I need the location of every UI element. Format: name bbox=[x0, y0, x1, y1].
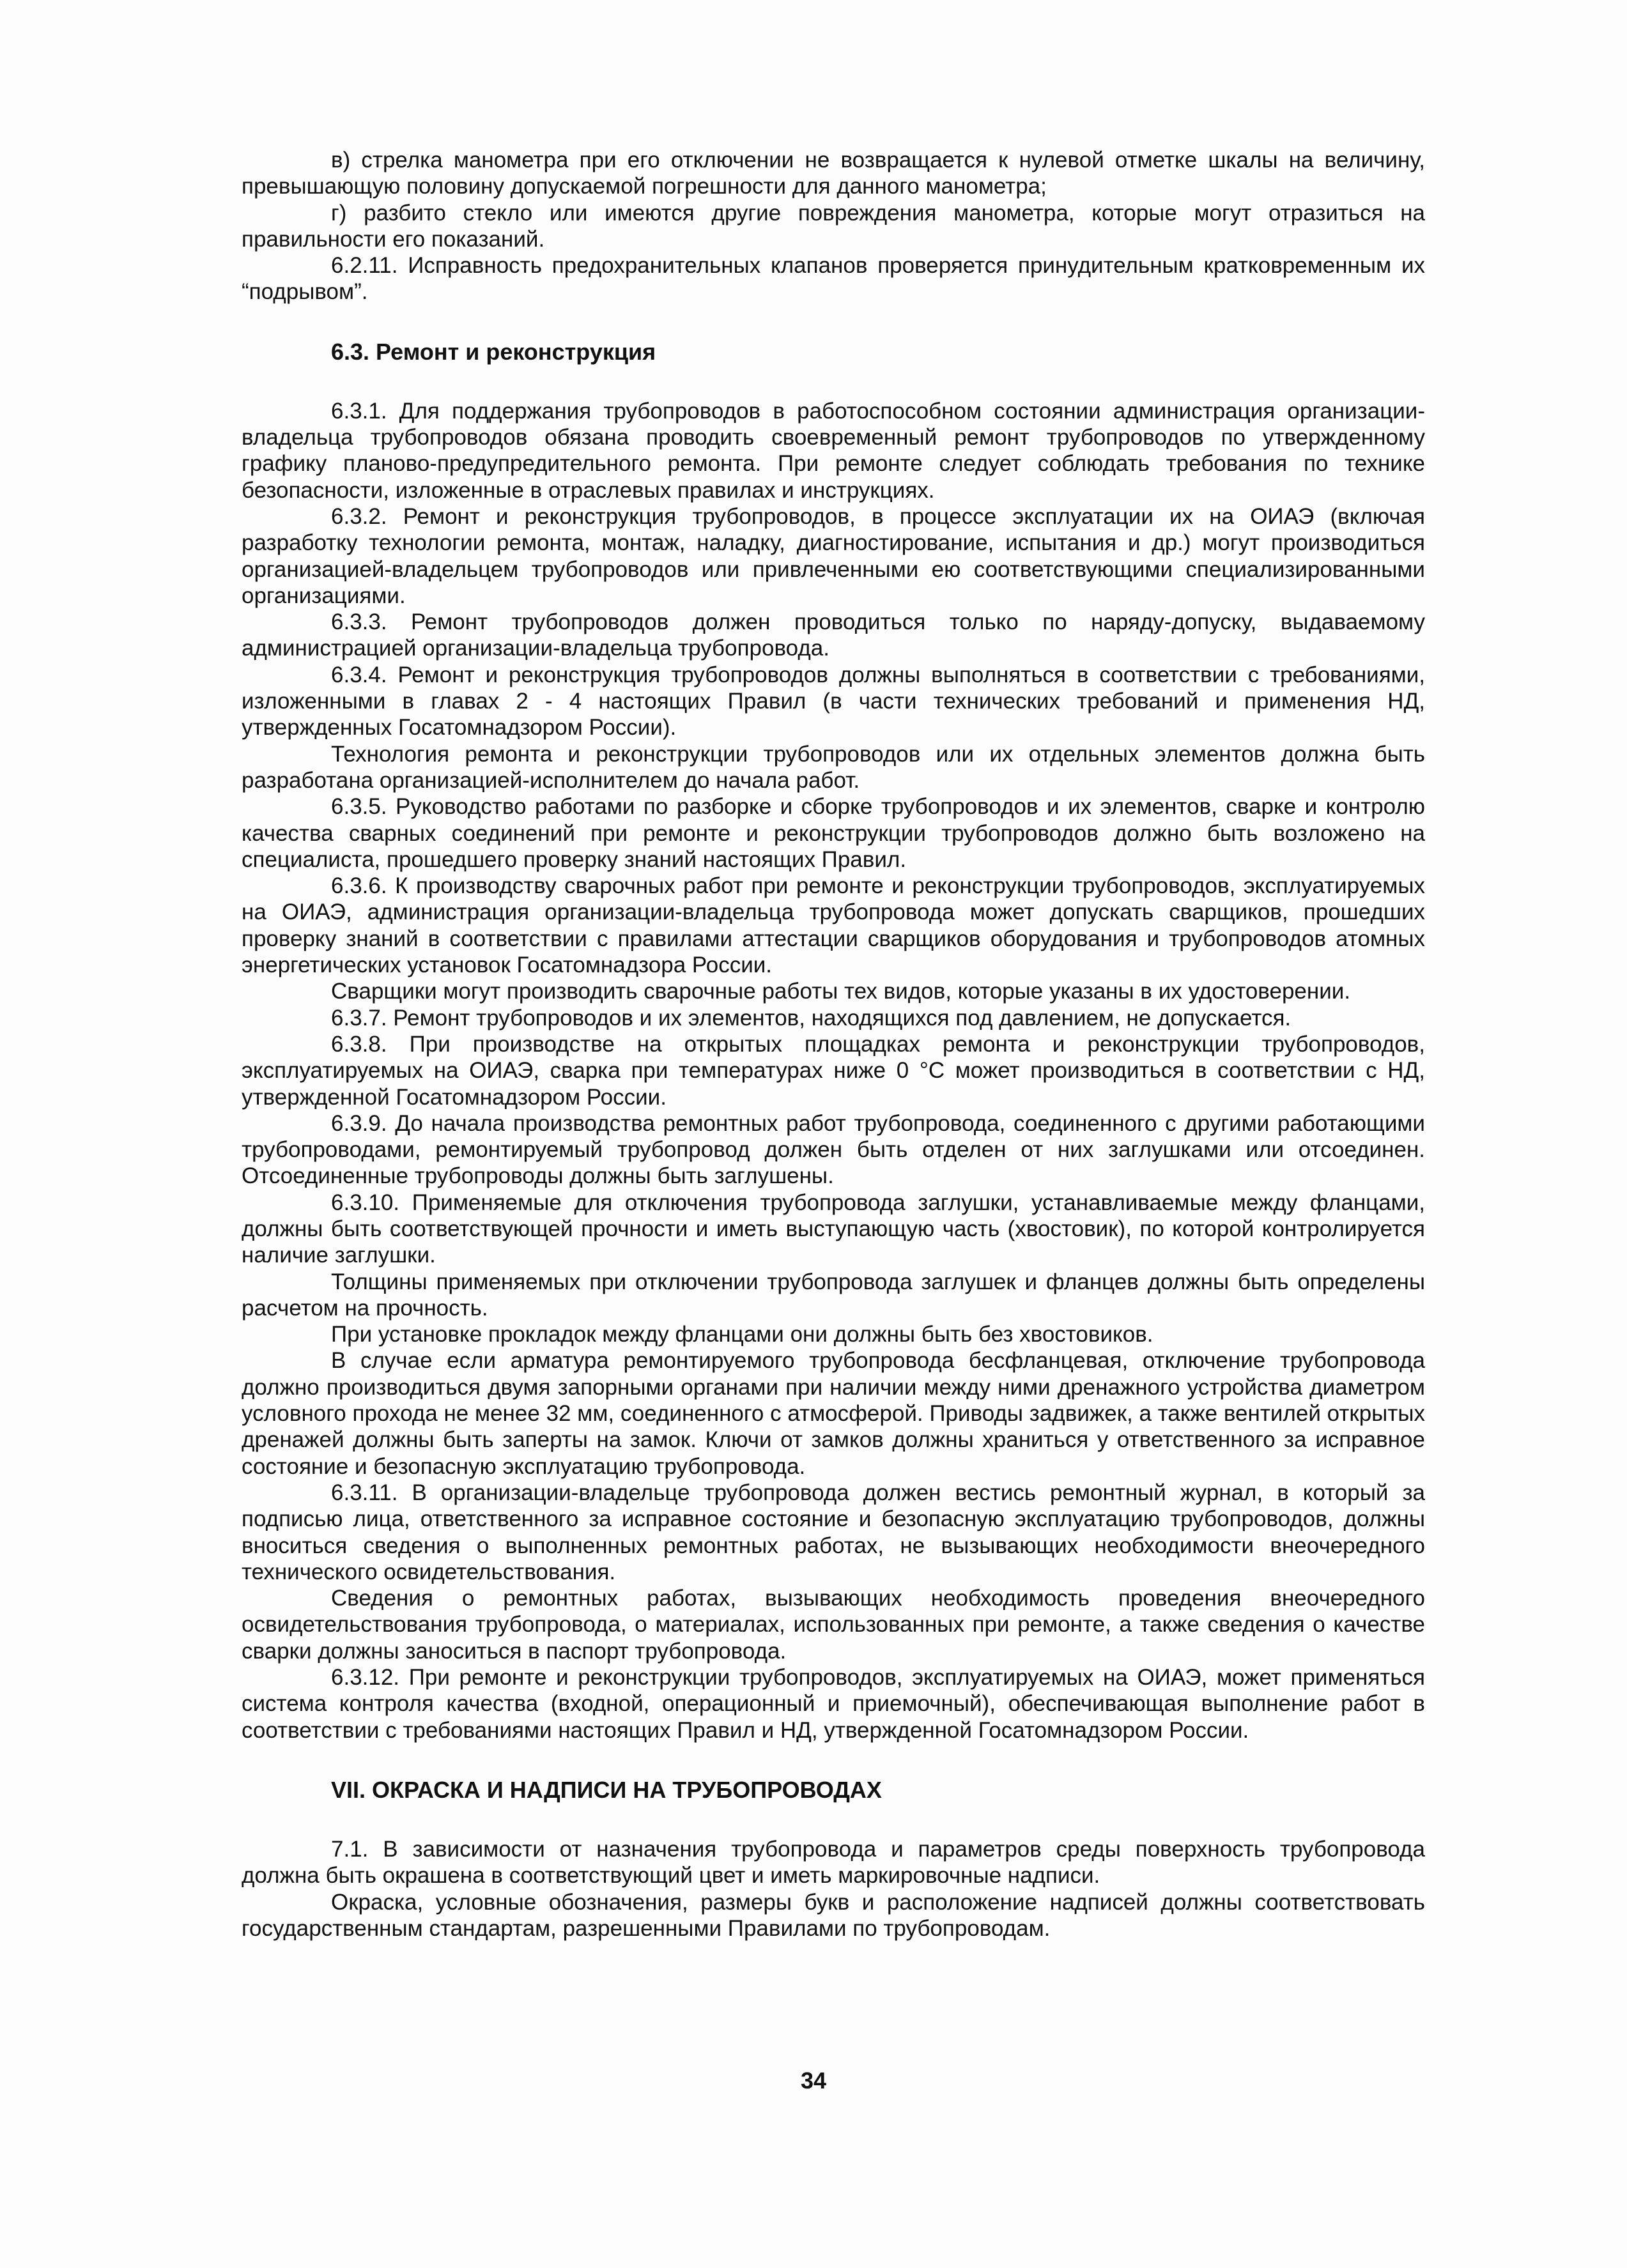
paragraph-6-3-4: 6.3.4. Ремонт и реконструкция трубопроводов должны выполняться в соответствии с требованиями, изложенными в главах 2 - 4 настоящих Правил (в части технических требований и применения НД, утвержденных Госатомнадзором России). bbox=[242, 662, 1425, 740]
paragraph-6-3-11: 6.3.11. В организации-владельце трубопровода должен вестись ремонтный журнал, в который за подписью лица, ответственного за исправное состояние и безопасную эксплуатацию трубопроводов, должны вноситься сведения о выполненных ремонтных работах, не вызывающих необходимости внеочередного технического освидетельствования. bbox=[242, 1480, 1425, 1584]
paragraph-6-2-11: 6.2.11. Исправность предохранительных клапанов проверяется принудительным кратковременным их “подрывом”. bbox=[242, 253, 1425, 305]
paragraph-6-3-9: 6.3.9. До начала производства ремонтных работ трубопровода, соединенного с другими работающими трубопроводами, ремонтируемый трубопровод должен быть отделен от них заглушками или отсоединен. Отсоединенные трубопроводы должны быть заглушены. bbox=[242, 1110, 1425, 1189]
paragraph-6-3-8: 6.3.8. При производстве на открытых площадках ремонта и реконструкции трубопроводов, эксплуатируемых на ОИАЭ, сварка при температурах ниже 0 °С может производиться в соответствии с НД, утвержденной Госатомнадзором России. bbox=[242, 1031, 1425, 1110]
section-heading-6-3: 6.3. Ремонт и реконструкция bbox=[331, 338, 656, 365]
paragraph-6-3-1: 6.3.1. Для поддержания трубопроводов в работоспособном состоянии администрация организации-владельца трубопроводов обязана проводить своевременный ремонт трубопроводов по утвержденному графику планово-предупредительного ремонта. При ремонте следует соблюдать требования по технике безопасности, изложенные в отраслевых правилах и инструкциях. bbox=[242, 398, 1425, 503]
paragraph-6-3-5: 6.3.5. Руководство работами по разборке и сборке трубопроводов и их элементов, сварке и контролю качества сварных соединений при ремонте и реконструкции трубопроводов должно быть возложено на специалиста, прошедшего проверку знаний настоящих Правил. bbox=[242, 794, 1425, 872]
paragraph-flangeless-valves: В случае если арматура ремонтируемого трубопровода бесфланцевая, отключение трубопровода должно производиться двумя запорными органами при наличии между ними дренажного устройства диаметром условного прохода не менее 32 мм, соединенного с атмосферой. Приводы задвижек, а также вентилей открытых дренажей должны быть заперты на замок. Ключи от замков должны храниться у ответственного за исправное состояние и безопасную эксплуатацию трубопровода. bbox=[242, 1348, 1425, 1479]
paragraph-6-3-2: 6.3.2. Ремонт и реконструкция трубопроводов, в процессе эксплуатации их на ОИАЭ (включая разработку технологии ремонта, монтаж, наладку, диагностирование, испытания и др.) могут производиться организацией-владельцем трубопроводов или привлеченными ею соответствующими специализированными организациями. bbox=[242, 503, 1425, 608]
paragraph-gauge-needle: в) стрелка манометра при его отключении не возвращается к нулевой отметке шкалы на величину, превышающую половину допускаемой погрешности для данного манометра; bbox=[242, 148, 1425, 199]
paragraph-plug-thickness: Толщины применяемых при отключении трубопровода заглушек и фланцев должны быть определены расчетом на прочность. bbox=[242, 1269, 1425, 1321]
paragraph-6-3-7: 6.3.7. Ремонт трубопроводов и их элементов, находящихся под давлением, не допускается. bbox=[331, 1005, 1292, 1031]
paragraph-6-3-10: 6.3.10. Применяемые для отключения трубопровода заглушки, устанавливаемые между фланцами, должны быть соответствующей прочности и иметь выступающую часть (хвостовик), по которой контролируется наличие заглушки. bbox=[242, 1190, 1425, 1268]
paragraph-7-1: 7.1. В зависимости от назначения трубопровода и параметров среды поверхность трубопровода должна быть окрашена в соответствующий цвет и иметь маркировочные надписи. bbox=[242, 1836, 1425, 1889]
paragraph-repair-records: Сведения о ремонтных работах, вызывающих необходимость проведения внеочередного освидетельствования трубопровода, о материалах, использованных при ремонте, а также сведения о качестве сварки должны заноситься в паспорт трубопровода. bbox=[242, 1586, 1425, 1664]
paragraph-6-3-6: 6.3.6. К производству сварочных работ при ремонте и реконструкции трубопроводов, эксплуатируемых на ОИАЭ, администрация организации-владельца трубопровода может допускать сварщиков, прошедших проверку знаний в соответствии с правилами аттестации сварщиков оборудования и трубопроводов атомных энергетических установок Госатомнадзора России. bbox=[242, 873, 1425, 978]
page-number: 34 bbox=[800, 2067, 827, 2094]
paragraph-welders: Сварщики могут производить сварочные работы тех видов, которые указаны в их удостоверении. bbox=[331, 979, 1351, 1004]
page-content bbox=[242, 147, 1425, 1942]
paragraph-gaskets: При установке прокладок между фланцами они должны быть без хвостовиков. bbox=[331, 1322, 1153, 1347]
paragraph-6-3-3: 6.3.3. Ремонт трубопроводов должен проводиться только по наряду-допуску, выдаваемому администрацией организации-владельца трубопровода. bbox=[242, 609, 1425, 661]
paragraph-gauge-glass: г) разбито стекло или имеются другие повреждения манометра, которые могут отразиться на правильности его показаний. bbox=[242, 200, 1425, 252]
paragraph-6-3-12: 6.3.12. При ремонте и реконструкции трубопроводов, эксплуатируемых на ОИАЭ, может применяться система контроля качества (входной, операционный и приемочный), обеспечивающая выполнение работ в соответствии с требованиями настоящих Правил и НД, утвержденной Госатомнадзором России. bbox=[242, 1665, 1425, 1743]
section-heading-vii: VII. ОКРАСКА И НАДПИСИ НА ТРУБОПРОВОДАХ bbox=[331, 1776, 882, 1803]
paragraph-repair-technology: Технология ремонта и реконструкции трубопроводов или их отдельных элементов должна быть разработана организацией-исполнителем до начала работ. bbox=[242, 741, 1425, 793]
paragraph-coloring-standards: Окраска, условные обозначения, размеры букв и расположение надписей должны соответствовать государственным стандартам, разрешенными Правилами по трубопроводам. bbox=[242, 1889, 1425, 1941]
